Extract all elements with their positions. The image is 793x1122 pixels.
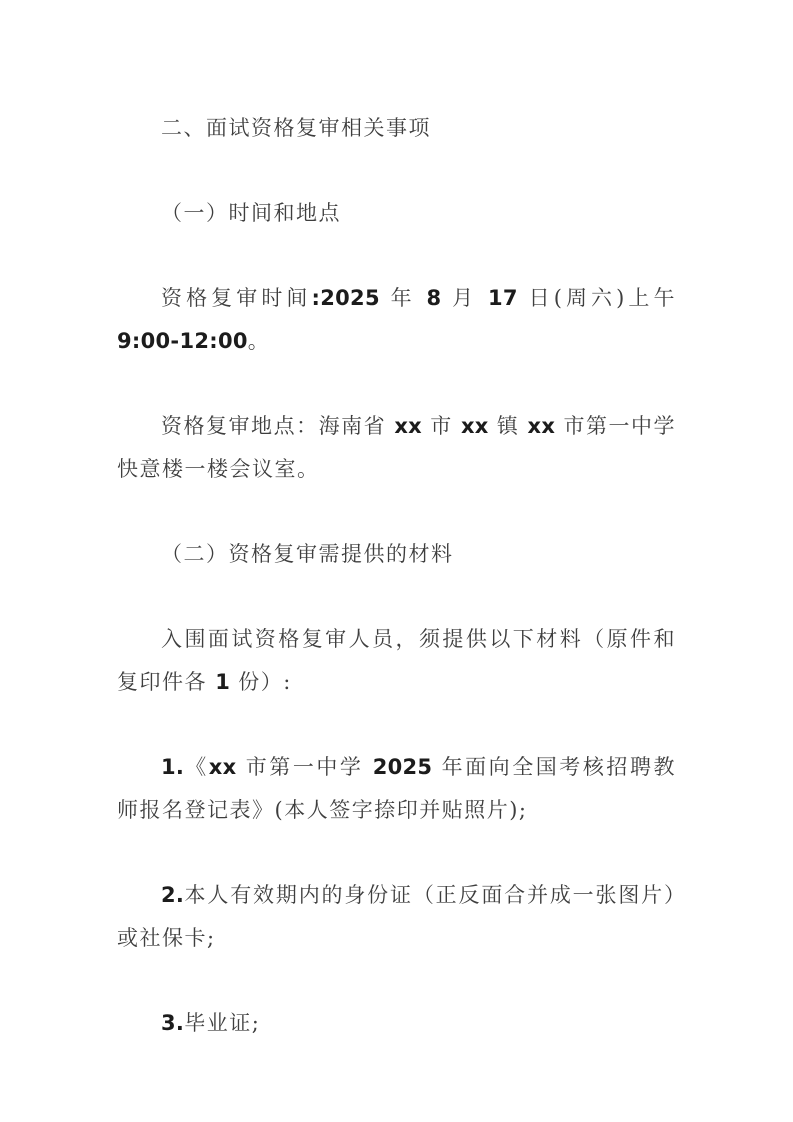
materials-intro-paragraph xyxy=(117,618,676,704)
latin-text-segment: xx xyxy=(208,755,237,779)
latin-text-segment: :2025 xyxy=(311,286,380,310)
cjk-text-segment: 市 xyxy=(422,414,461,438)
review-time-paragraph xyxy=(117,277,676,363)
latin-text-segment: 1 xyxy=(215,670,231,694)
cjk-text-segment: 毕业证; xyxy=(184,1011,261,1035)
cjk-text-segment: 市第一中学 xyxy=(236,755,373,779)
cjk-text-segment: 镇 xyxy=(488,414,528,438)
latin-text-segment: 9:00-12:00 xyxy=(117,329,248,353)
latin-text-segment: xx xyxy=(394,414,423,438)
latin-text-segment: 17 xyxy=(488,286,518,310)
material-item-1 xyxy=(117,746,676,832)
cjk-text-segment: 本人有效期内的身份证（正反面合并成一张图片）或社保卡; xyxy=(117,883,676,950)
latin-text-segment: 3. xyxy=(161,1011,185,1035)
latin-text-segment: 8 xyxy=(426,286,442,310)
cjk-text-segment: 年面向全国考核招聘教师报名登记表》(本人签字捺印并贴照片); xyxy=(117,755,676,822)
subheading-time-location xyxy=(117,192,676,235)
cjk-text-segment: 。 xyxy=(247,329,271,353)
latin-text-segment: xx xyxy=(527,414,556,438)
cjk-text-segment: 资格复审时间 xyxy=(161,286,312,310)
latin-text-segment: 1. xyxy=(161,755,185,779)
material-item-2 xyxy=(117,874,676,960)
cjk-text-segment: （一）时间和地点 xyxy=(161,201,341,225)
review-location-paragraph xyxy=(117,405,676,491)
latin-text-segment: 2025 xyxy=(372,755,433,779)
latin-text-segment: xx xyxy=(460,414,489,438)
cjk-text-segment: 《 xyxy=(184,755,209,779)
material-item-3 xyxy=(117,1002,676,1045)
cjk-text-segment: 年 xyxy=(379,286,427,310)
cjk-text-segment: 资格复审地点：海南省 xyxy=(161,414,395,438)
cjk-text-segment: 日(周六)上午 xyxy=(517,286,676,310)
cjk-text-segment: 入围面试资格复审人员，须提供以下材料（原件和复印件各 xyxy=(117,627,676,694)
cjk-text-segment: （二）资格复审需提供的材料 xyxy=(161,542,454,566)
section-heading xyxy=(117,107,676,150)
subheading-materials xyxy=(117,533,676,576)
cjk-text-segment: 份）: xyxy=(230,670,292,694)
cjk-text-segment: 二、面试资格复审相关事项 xyxy=(161,116,431,140)
cjk-text-segment: 月 xyxy=(441,286,489,310)
latin-text-segment: 2. xyxy=(161,883,185,907)
cjk-text-segment: 市第一中学快意楼一楼会议室。 xyxy=(117,414,676,481)
